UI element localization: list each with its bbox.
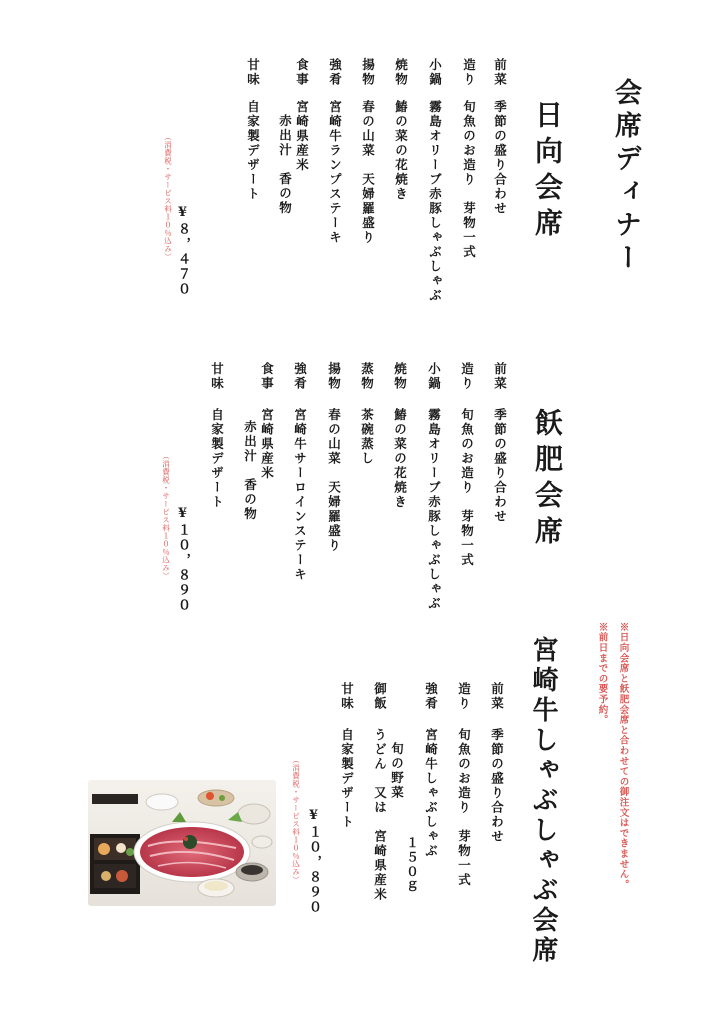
course-category: 前菜: [492, 58, 508, 87]
course-category: 焼物: [392, 362, 408, 391]
course-category: 造り: [456, 682, 472, 711]
course-category: 食事: [259, 362, 275, 391]
course-dish: 季節の盛り合わせ: [489, 728, 505, 844]
course-dish: 春の山菜 天婦羅盛り: [326, 408, 342, 553]
course-category: 焼物: [393, 58, 409, 87]
reservation-note: ※前日までの要予約。: [596, 622, 608, 725]
course-title-hyuga: 日向会席: [531, 100, 564, 244]
course-dish: 季節の盛り合わせ: [492, 100, 508, 216]
course-dish: 宮崎牛ランプステーキ: [327, 100, 343, 245]
course-dish: １５０ｇ: [404, 836, 420, 894]
course-price: ¥１０，８９０: [175, 506, 190, 613]
course-dish: 茶碗蒸し: [359, 408, 375, 466]
page-title: 会席ディナー: [610, 78, 641, 276]
course-dish: 霧島オリーブ赤豚しゃぶしゃぶ: [426, 408, 442, 611]
course-dish: 旬魚のお造り 芽物一式: [456, 728, 472, 888]
course-dish: 宮崎県産米: [259, 408, 275, 481]
course-dish: 旬魚のお造り 芽物一式: [461, 100, 477, 260]
tax-note: （消費税・サービス料１０％込み）: [163, 133, 173, 261]
course-category: 甘味: [245, 58, 261, 87]
course-category: 前菜: [492, 362, 508, 391]
course-dish: 赤出汁 香の物: [242, 420, 258, 522]
course-category: 強肴: [327, 58, 343, 87]
course-dish: 宮崎牛しゃぶしゃぶ: [423, 728, 439, 859]
course-category: 蒸物: [359, 362, 375, 391]
course-dish: 赤出汁 香の物: [277, 114, 293, 216]
course-dish: 季節の盛り合わせ: [492, 408, 508, 524]
course-title-obi: 飫肥会席: [531, 408, 564, 552]
order-note: ※日向会席と飫肥会席と合わせての御注文はできません。: [617, 622, 629, 890]
course-dish: 宮崎牛サーロインステーキ: [292, 408, 308, 582]
course-category: 造り: [459, 362, 475, 391]
tax-note: （消費税・サービス料１０％込み）: [161, 452, 171, 580]
food-photo: [88, 780, 276, 906]
course-dish: 鰆の菜の花焼き: [392, 408, 408, 510]
course-dish: 鰆の菜の花焼き: [393, 100, 409, 202]
course-category: 揚物: [326, 362, 342, 391]
course-dish: 自家製デザート: [209, 408, 225, 510]
course-category: 御飯: [372, 682, 388, 711]
course-dish: 旬の野菜: [389, 742, 405, 800]
course-category: 小鍋: [427, 58, 443, 87]
course-category: 揚物: [360, 58, 376, 87]
course-dish: 宮崎県産米: [294, 100, 310, 173]
course-category: 造り: [461, 58, 477, 87]
course-dish: 春の山菜 天婦羅盛り: [360, 100, 376, 245]
course-category: 甘味: [209, 362, 225, 391]
course-dish: うどん 又は 宮崎県産米: [372, 728, 388, 902]
course-category: 食事: [294, 58, 310, 87]
course-category: 前菜: [489, 682, 505, 711]
course-dish: 自家製デザート: [339, 728, 355, 830]
course-category: 小鍋: [426, 362, 442, 391]
course-dish: 自家製デザート: [245, 100, 261, 202]
course-category: 強肴: [292, 362, 308, 391]
course-category: 甘味: [339, 682, 355, 711]
course-title-shabushabu: 宮崎牛しゃぶしゃぶ会席: [528, 636, 558, 966]
course-price: ¥８，４７０: [175, 205, 190, 297]
course-dish: 霧島オリーブ赤豚しゃぶしゃぶ: [427, 100, 443, 303]
course-dish: 旬魚のお造り 芽物一式: [459, 408, 475, 568]
course-category: 強肴: [423, 682, 439, 711]
tax-note: （消費税・サービス料１０％込み）: [291, 756, 301, 884]
course-price: ¥１０，８９０: [306, 808, 321, 915]
